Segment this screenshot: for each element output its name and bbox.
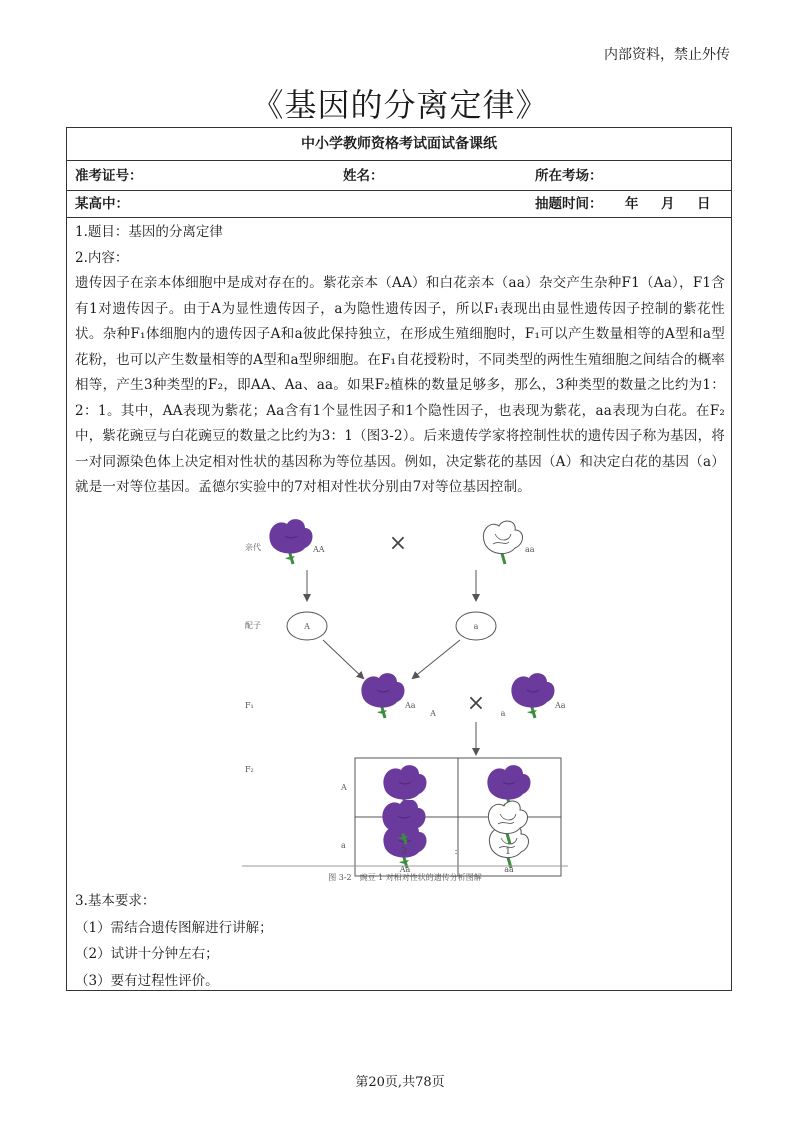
arrow-gamete-right (413, 640, 460, 678)
ratio-purple-flower-icon (382, 800, 425, 844)
gamete-left-label: A (304, 622, 310, 631)
white-flower-icon (483, 521, 522, 564)
figure-footer (242, 800, 568, 890)
requirement-item: （1）需结合遗传图解进行讲解； (75, 919, 273, 936)
level-label: 某高中： (75, 196, 129, 212)
figure-caption: 图 3-2 豌豆 1 对相对性状的遗传分析图解 (328, 873, 482, 882)
parent-right-label: aa (525, 545, 535, 554)
draw-info-row (67, 191, 731, 218)
arrow-gamete-left (323, 640, 363, 678)
year-label: 年 (625, 196, 639, 212)
requirements-label: 3.基本要求： (75, 893, 156, 909)
ratio-white-flower-icon (488, 801, 527, 844)
gamete-right-label: a (473, 622, 479, 631)
form-header: 中小学教师资格考试面试备课纸 (67, 128, 731, 161)
month-label: 月 (661, 196, 675, 212)
name-label: 姓名： (343, 168, 384, 184)
day-label: 日 (697, 196, 711, 212)
row-label-A: A (341, 783, 347, 792)
f1-cross-symbol: × (466, 691, 486, 716)
cell-aa-label: aa (504, 865, 514, 874)
parent-left-label: AA (313, 545, 325, 554)
row-label-a: a (341, 841, 346, 850)
f1-flower-icon-2 (511, 673, 554, 718)
watermark: 内部资料，禁止外传 (604, 47, 730, 63)
ratio-right: 1 (505, 847, 511, 857)
ratio-separator: : (454, 847, 458, 857)
topic-line: 1.题目：基因的分离定律 (75, 224, 223, 240)
candidate-info-row (67, 161, 731, 191)
page-title: 《基因的分离定律》 (251, 86, 549, 124)
col-label-a: a (500, 709, 506, 718)
content-paragraph: 遗传因子在亲本体细胞中是成对存在的。紫花亲本（AA）和白花亲本（aa）杂交产生杂种F1（Aa），F1含有1对遗传因子。由于A为显性遗传因子，a为隐性遗传因子，所以F₁表现出由显性遗传因子控制的紫花性状。杂种F₁体细胞内的遗传因子A和a彼此保持独立，在形成生殖细胞时，F₁可以产生数量相等的A型和a型花粉，也可以产生数量相等的A型和a型卵细胞。在F₁自花授粉时，不同类型的两性生殖细胞之间结合的概率相等，产生3种类型的F₂，即AA、Aa、aa。如果F₂植株的数量足够多，那么，3种类型的数量之比约为1：2：1。其中，AA表现为紫花；Aa含有1个显性因子和1个隐性因子，也表现为紫花，aa表现为白花。在F₂中，紫花豌豆与白花豌豆的数量之比约为3：1（图3-2）。后来遗传学家将控制性状的遗传因子称为基因，将一对同源染色体上决定相对性状的基因称为等位基因。例如，决定紫花的基因（A）和决定白花的基因（a）就是一对等位基因。孟德尔实验中的7对相对性状分别由7对等位基因控制。 (75, 275, 725, 495)
page-number: 第20页,共78页 (355, 1075, 445, 1090)
row-label-f2: F₂ (245, 765, 254, 774)
requirement-item: （2）试讲十分钟左右； (75, 946, 219, 962)
venue-label: 所在考场： (535, 168, 603, 184)
draw-time-label: 抽题时间： (535, 196, 603, 212)
purple-flower-icon (269, 519, 312, 564)
content-section (75, 220, 725, 501)
row-label-f1: F₁ (245, 701, 254, 710)
content-label: 2.内容： (75, 249, 129, 266)
requirement-item: （3）要有过程性评价。 (75, 972, 219, 989)
f1-label: Aa (405, 701, 416, 710)
f1-label-2: Aa (555, 701, 566, 710)
row-label-parent: 亲代 (245, 543, 261, 552)
row-label-gamete: 配子 (245, 621, 261, 630)
exam-no-label: 准考证号： (75, 168, 143, 184)
f1-flower-icon (361, 673, 404, 718)
col-label-A: A (430, 709, 436, 718)
requirements-section (75, 888, 725, 994)
cross-symbol: × (388, 531, 408, 556)
ratio-left: 3 (401, 847, 407, 857)
cell-Aa2-label: Aa (399, 865, 411, 874)
